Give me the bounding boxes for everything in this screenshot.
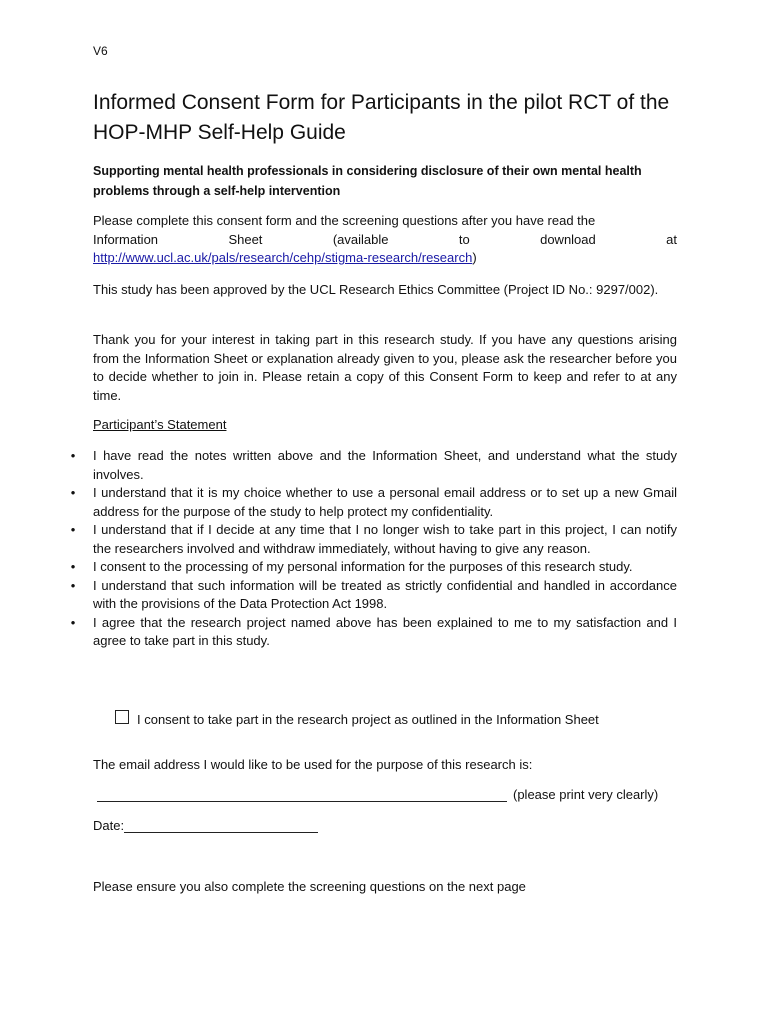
email-label: The email address I would like to be used for the purpose of this research is: <box>93 757 533 772</box>
statement-text: I understand that such information will be treated as strictly confidential and handled in accordance with the provisions of the Data Protection Act 1998. <box>93 577 677 611</box>
date-entry-row <box>93 818 318 833</box>
bullet-icon: • <box>70 522 76 537</box>
intro-close-paren: ) <box>472 250 477 265</box>
intro-word: download <box>540 231 596 247</box>
footer-note: Please ensure you also complete the screening questions on the next page <box>93 879 526 894</box>
statement-text: I understand that if I decide at any time that I no longer wish to take part in this project, I can notify the researchers involved and withdraw immediately, without having to give any reason. <box>93 522 677 556</box>
date-label: Date: <box>93 818 125 833</box>
statement-text: I consent to the processing of my personal information for the purposes of this research study. <box>93 559 633 574</box>
email-entry-row <box>97 787 658 802</box>
participant-statement-heading: Participant’s Statement <box>93 417 227 432</box>
email-hint: (please print very clearly) <box>513 787 659 802</box>
bullet-icon: • <box>70 614 76 630</box>
list-item <box>70 521 677 558</box>
list-item <box>70 577 677 614</box>
intro-word: Sheet <box>228 231 263 247</box>
consent-checkbox[interactable] <box>115 710 129 724</box>
statement-text: I understand that it is my choice whether to use a personal email address or to set up a new Gmail address for the purpose of the study to help protect my confidentiality. <box>93 485 677 519</box>
intro-word: at <box>666 231 677 247</box>
bullet-icon: • <box>70 448 76 463</box>
bullet-icon: • <box>70 577 76 593</box>
version-label: V6 <box>93 44 108 58</box>
statement-text: I have read the notes written above and the Information Sheet, and understand what the study involves. <box>93 448 677 482</box>
intro-word: Information <box>93 231 159 247</box>
list-item <box>70 447 677 484</box>
bullet-icon: • <box>70 559 76 574</box>
date-field[interactable] <box>124 818 318 833</box>
email-field[interactable] <box>97 787 507 802</box>
intro-paragraph <box>93 212 677 268</box>
thanks-paragraph: Thank you for your interest in taking part in this research study. If you have any questions arising from the Information Sheet or explanation already given to you, please ask the researcher before you to decide whether to join in. Please retain a copy of this Consent Form to keep and refer to at any time. <box>93 332 677 403</box>
list-item <box>70 614 677 651</box>
form-subtitle: Supporting mental health professionals in considering disclosure of their own mental health problems through a self-help intervention <box>93 164 642 198</box>
ethics-approval-paragraph: This study has been approved by the UCL Research Ethics Committee (Project ID No.: 9297/002). <box>93 282 659 297</box>
statement-list <box>70 447 677 651</box>
intro-word: (available <box>332 231 389 247</box>
list-item <box>70 558 677 577</box>
intro-word: to <box>458 231 470 247</box>
statement-text: I agree that the research project named above has been explained to me to my satisfaction and I agree to take part in this study. <box>93 614 677 648</box>
bullet-icon: • <box>70 485 76 500</box>
information-sheet-link[interactable]: http://www.ucl.ac.uk/pals/research/cehp/stigma-research/research <box>93 250 473 265</box>
intro-line-2 <box>93 231 677 250</box>
intro-line-3 <box>93 249 677 268</box>
intro-line-1: Please complete this consent form and the screening questions after you have read the <box>93 213 596 228</box>
form-title: Informed Consent Form for Participants in the pilot RCT of the HOP-MHP Self-Help Guide <box>93 91 670 144</box>
list-item <box>70 484 677 521</box>
consent-row <box>115 712 599 727</box>
consent-label: I consent to take part in the research project as outlined in the Information Sheet <box>137 712 599 727</box>
